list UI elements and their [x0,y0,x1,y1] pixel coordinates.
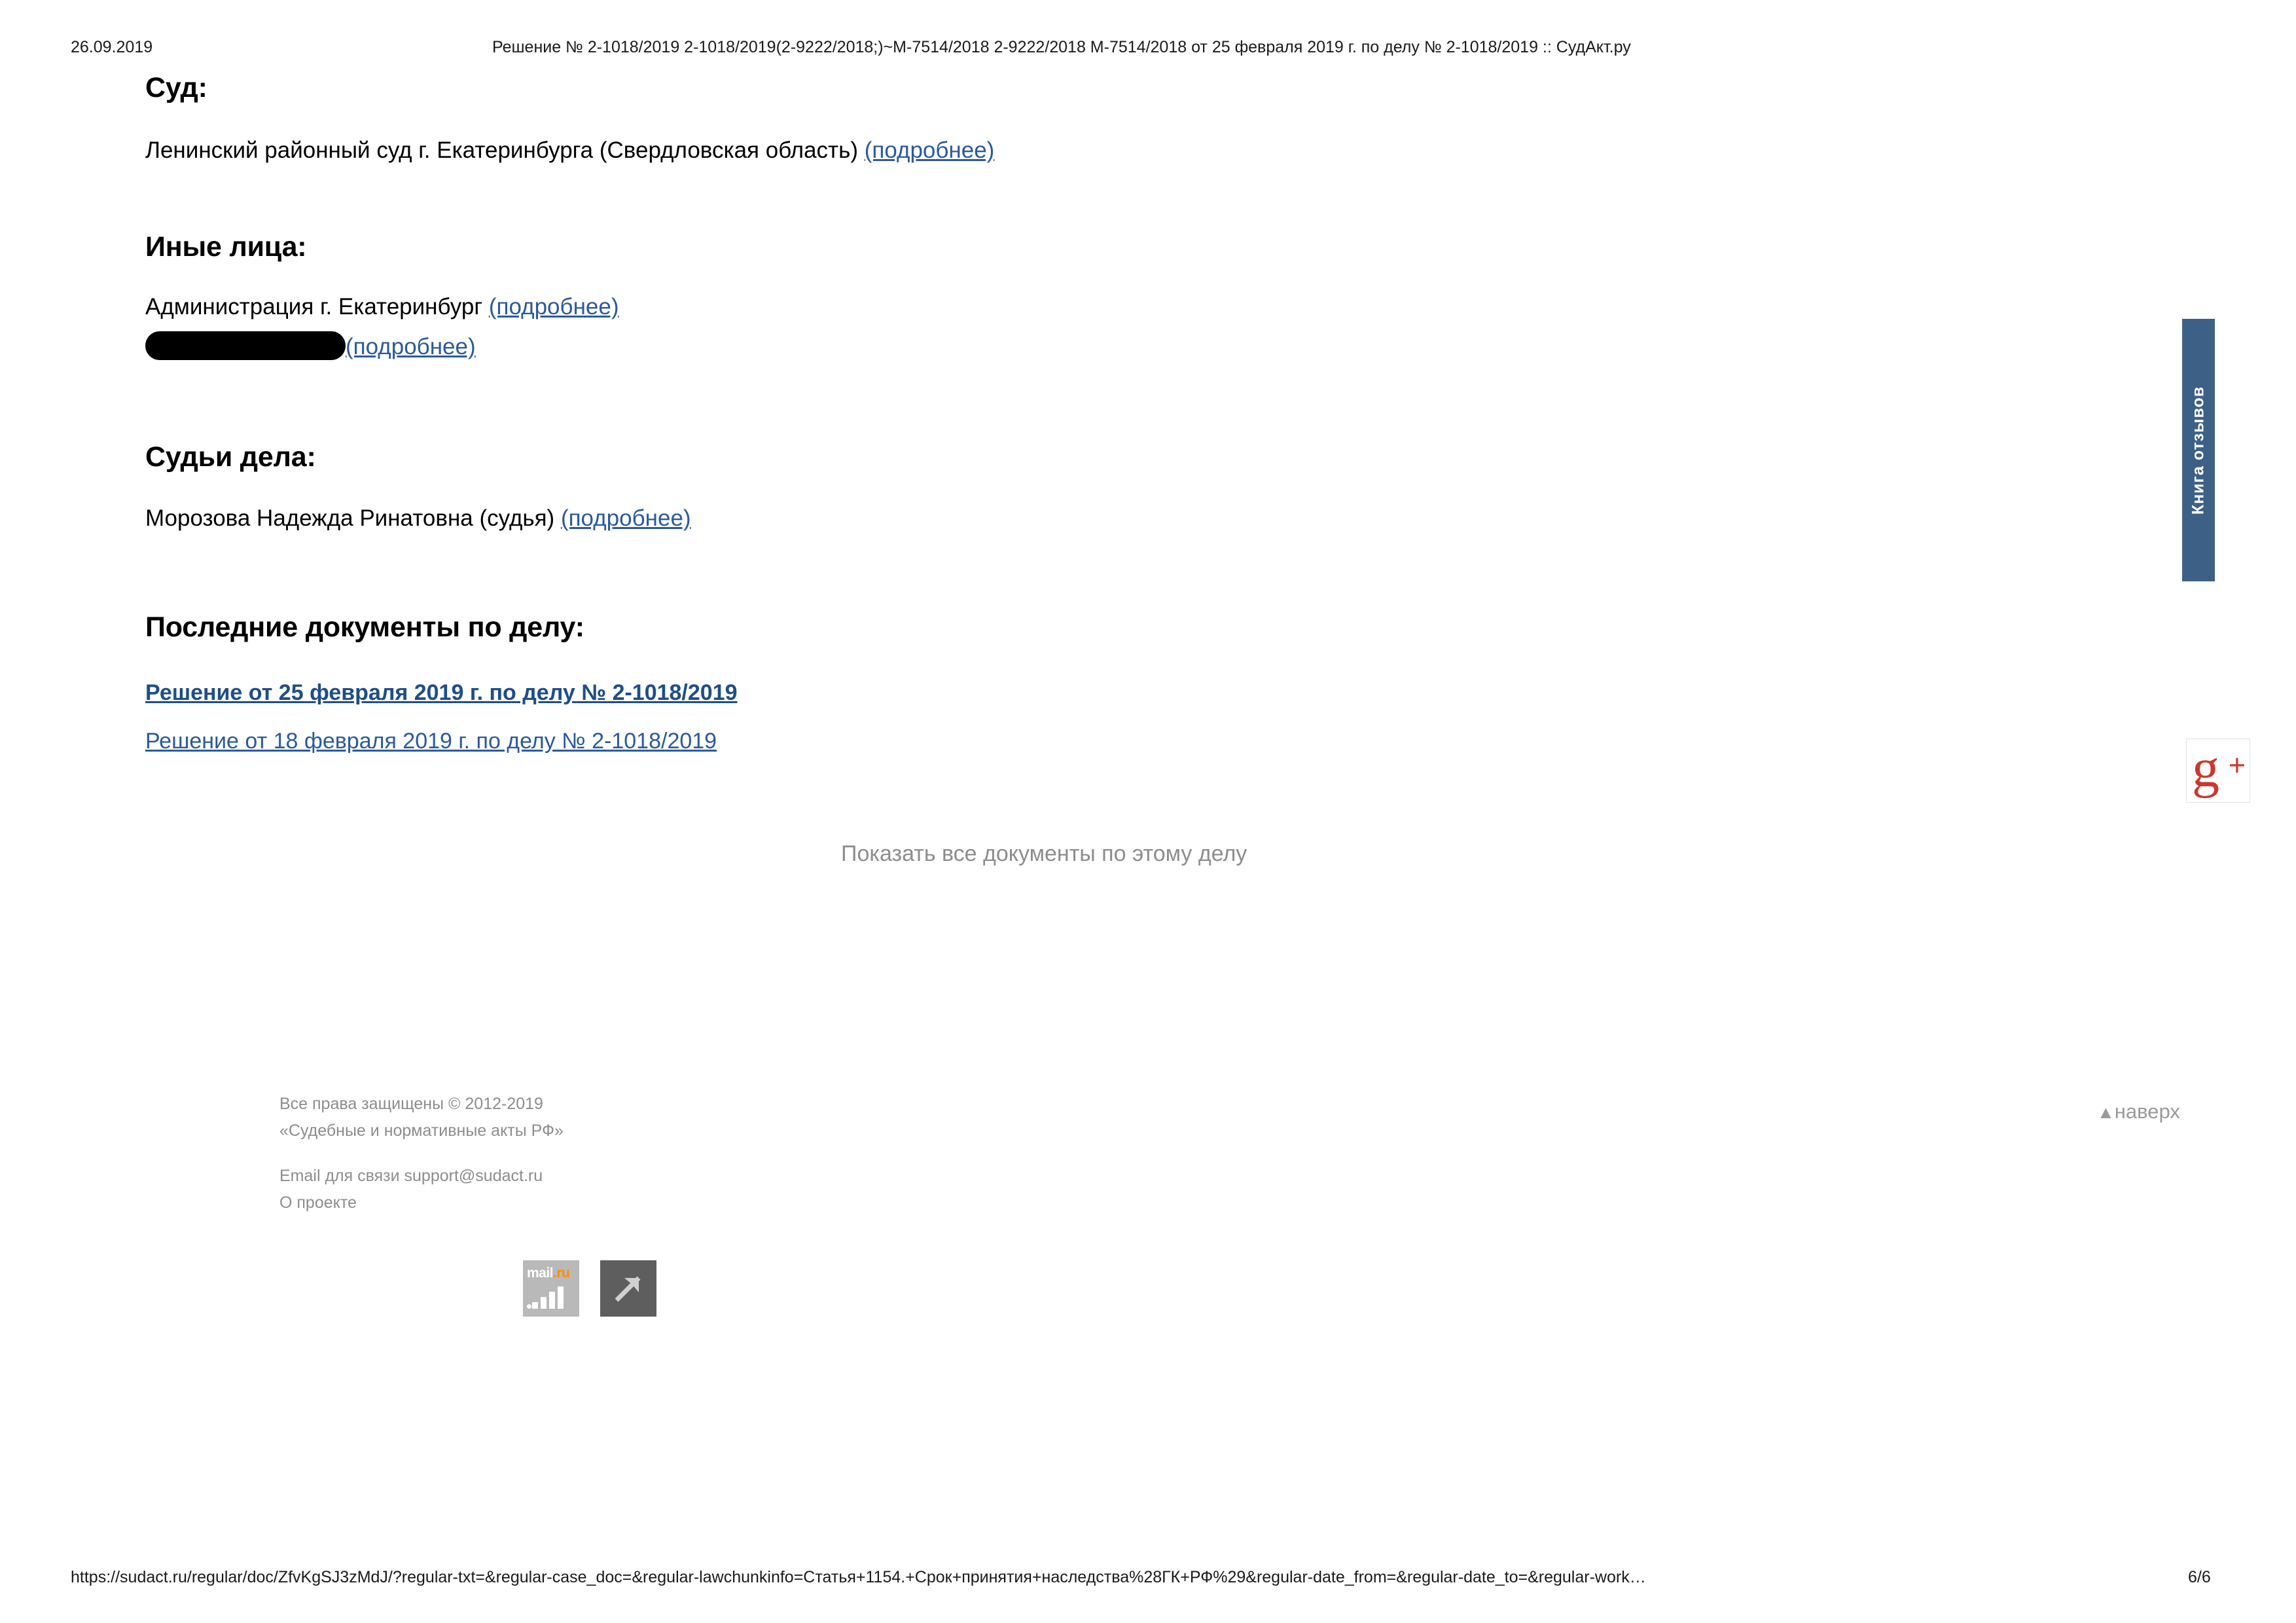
judge-more-link[interactable]: (подробнее) [560,505,691,531]
back-to-top-link[interactable] [2097,1100,2180,1123]
print-header [0,38,2296,58]
judge-row [145,504,691,533]
section-title-other-persons: Иные лица: [145,231,307,263]
back-to-top-label: наверх [2114,1100,2180,1123]
court-more-link[interactable]: (подробнее) [864,137,995,163]
triangle-up-icon: ▲ [2097,1103,2115,1122]
court-line [145,136,994,165]
footer-org: «Судебные и нормативные акты РФ» [279,1122,564,1140]
show-all-documents-link[interactable]: Показать все документы по этому делу [841,841,1247,866]
document-link[interactable]: Решение от 18 февраля 2019 г. по делу № 2-1018/2019 [145,729,717,754]
section-title-latest-documents: Последние документы по делу: [145,611,584,643]
court-name: Ленинский районный суд г. Екатеринбурга (Свердловская область) [145,137,858,163]
mail-ru-counter-icon[interactable]: mail.ru [523,1260,579,1317]
print-footer [0,1568,2296,1588]
site-footer [279,1091,564,1216]
other-person-row-redacted [145,331,476,361]
footer-copyright: Все права защищены © 2012-2019 [279,1095,543,1113]
feedback-book-label: Книга отзывов [2189,386,2208,515]
section-title-court: Суд: [145,72,207,103]
other-person-name: Администрация г. Екатеринбург [145,294,483,319]
print-footer-url: https://sudact.ru/regular/doc/ZfvKgSJ3zMdJ/?regular-txt=&regular-case_doc=&regular-lawchunkinfo=Статья+1154.+Срок+принятия+наследства%28ГК+РФ%29&regular-date_from=&regular-date_to=&regular-work… [71,1568,1646,1586]
google-plus-plus-glyph: + [2228,748,2246,782]
print-footer-page-number: 6/6 [2188,1568,2211,1586]
print-header-title: Решение № 2-1018/2019 2-1018/2019(2-9222/2018;)~М-7514/2018 2-9222/2018 М-7514/2018 от 25 февраля 2019 г. по делу № 2-1018/2019 :: СудАкт.ру [492,38,1631,56]
other-person-redacted-more-link[interactable]: (подробнее) [346,334,476,359]
print-header-date: 26.09.2019 [71,38,153,56]
google-plus-icon[interactable] [2186,739,2250,803]
section-title-judges: Судьи дела: [145,441,316,473]
redaction-bar [145,331,346,360]
judge-name: Морозова Надежда Ринатовна (судья) [145,505,555,531]
footer-about-link[interactable]: О проекте [279,1194,357,1212]
rating-counter-icon[interactable] [600,1260,656,1317]
footer-counter-icons [523,1260,656,1317]
other-person-row [145,293,619,321]
document-link[interactable]: Решение от 25 февраля 2019 г. по делу № 2-1018/2019 [145,680,738,705]
google-plus-g-glyph: g [2192,738,2219,799]
footer-email[interactable]: Email для связи support@sudact.ru [279,1167,543,1185]
feedback-book-tab[interactable] [2182,319,2215,581]
other-person-more-link[interactable]: (подробнее) [488,294,619,319]
document-list [145,680,1847,754]
